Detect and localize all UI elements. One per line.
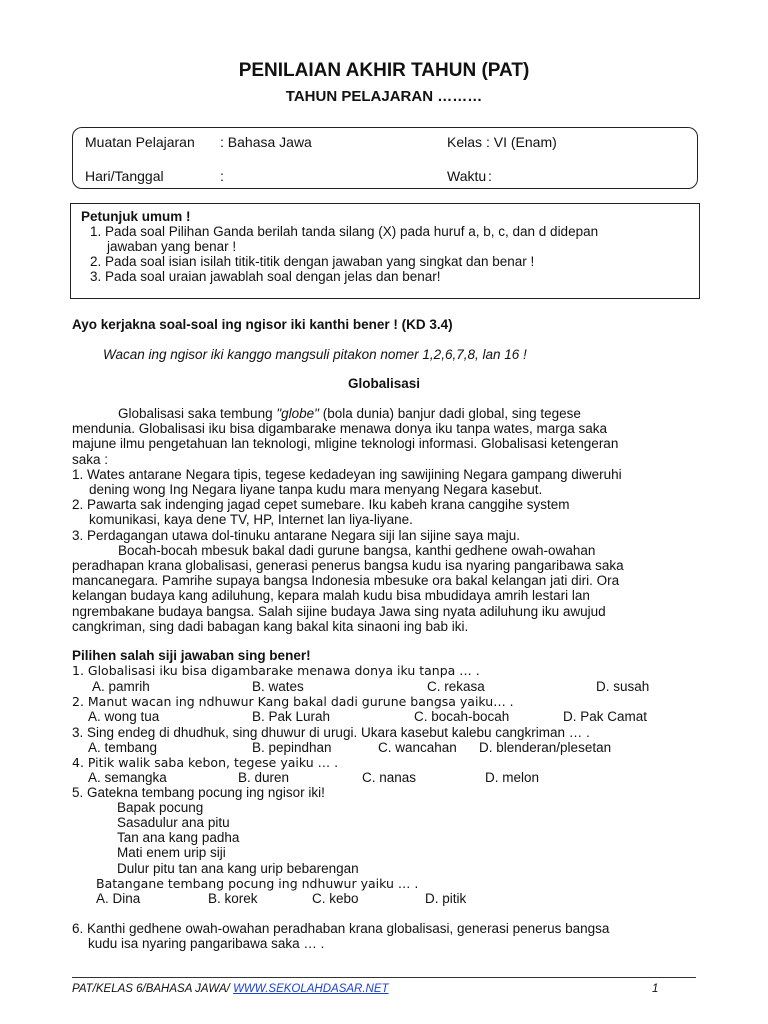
wacan-note: Wacan ing ngisor iki kanggo mangsuli pitakon nomer 1,2,6,7,8, lan 16 ! bbox=[103, 347, 527, 362]
exam-info-box bbox=[72, 127, 698, 189]
p2-line-2: peradhapan krana globalisasi, generasi penerus bangsa kudu isa nyaring pangaribawa saka bbox=[72, 558, 624, 574]
page-title: PENILAIAN AKHIR TAHUN (PAT) bbox=[238, 60, 530, 81]
reading-title: Globalisasi bbox=[347, 376, 421, 391]
time-value: : bbox=[488, 168, 492, 184]
p2-line-1: Bocah-bocah mbesuk bakal dadi gurune bangsa, kanthi gedhene owah-owahan bbox=[118, 542, 596, 558]
q4-option-d: D. melon bbox=[485, 770, 540, 785]
list-item-2-cont: komunikasi, kaya dene TV, HP, Internet lan liya-liyane. bbox=[89, 512, 413, 528]
poem-line-1: Bapak pocung bbox=[117, 800, 204, 815]
question-5-ask: Batangane tembang pocung ing ndhuwur yaiku … . bbox=[96, 876, 419, 891]
poem-line-5: Dulur pitu tan ana kang urip bebarengan bbox=[117, 861, 359, 876]
class-value: : VI (Enam) bbox=[486, 134, 557, 150]
list-item-3: 3. Perdagangan utawa dol-tinuku antarane Negara siji lan sijine saya maju. bbox=[72, 527, 521, 543]
list-item-2: 2. Pawarta sak indenging jagad cepet sumebare. Iku kabeh krana canggihe system bbox=[72, 497, 570, 513]
school-year: TAHUN PELAJARAN ……… bbox=[285, 88, 483, 105]
subject-label: Muatan Pelajaran bbox=[85, 134, 195, 150]
p1-pre: Globalisasi saka tembung bbox=[118, 406, 277, 421]
q5-option-d: D. pitik bbox=[425, 891, 467, 906]
q1-option-d: D. susah bbox=[596, 679, 650, 694]
q2-option-a: A. wong tua bbox=[88, 709, 160, 724]
q4-option-c: C. nanas bbox=[362, 770, 417, 785]
q2-option-c: C. bocah-bocah bbox=[414, 709, 510, 724]
poem-line-2: Sasadulur ana pitu bbox=[117, 815, 230, 830]
p2-line-6: cangkriman, sing dadi babagan kang bakal kita sinaoni ing bab iki. bbox=[72, 618, 469, 634]
q1-option-b: B. wates bbox=[252, 679, 304, 694]
time-label: Waktu bbox=[447, 168, 487, 184]
q1-option-c: C. rekasa bbox=[427, 679, 485, 694]
question-1: 1. Globalisasi iku bisa digambarake menawa donya iku tanpa … . bbox=[72, 663, 480, 678]
q1-option-a: A. pamrih bbox=[92, 679, 150, 694]
p1-post: (bola dunia) banjur dadi global, sing tegese bbox=[318, 406, 581, 421]
p1-line-4: saka : bbox=[72, 451, 109, 467]
q3-option-a: A. tembang bbox=[88, 740, 158, 755]
poem-line-4: Mati enem urip siji bbox=[117, 845, 226, 860]
q5-option-b: B. korek bbox=[208, 891, 258, 906]
instruction-item-3: 3. Pada soal uraian jawablah soal dengan jelas dan benar! bbox=[90, 269, 441, 284]
question-2: 2. Manut wacan ing ndhuwur Kang bakal dadi gurune bangsa yaiku… . bbox=[72, 694, 514, 709]
q2-option-b: B. Pak Lurah bbox=[252, 709, 331, 724]
section-heading: Ayo kerjakna soal-soal ing ngisor iki kanthi bener ! (KD 3.4) bbox=[72, 317, 453, 332]
page-number: 1 bbox=[652, 983, 659, 995]
q3-option-c: C. wancahan bbox=[378, 740, 457, 755]
q3-option-b: B. pepindhan bbox=[252, 740, 332, 755]
instruction-item-2: 2. Pada soal isian isilah titik-titik dengan jawaban yang singkat dan benar ! bbox=[90, 254, 535, 269]
q3-option-d: D. blenderan/plesetan bbox=[479, 740, 612, 755]
date-label: Hari/Tanggal bbox=[85, 168, 164, 184]
q5-option-c: C. kebo bbox=[312, 891, 359, 906]
class-label: Kelas bbox=[447, 134, 483, 150]
questions-heading: Pilihen salah siji jawaban sing bener! bbox=[72, 648, 311, 663]
footer-label: PAT/KELAS 6/BAHASA JAWA/ bbox=[72, 983, 234, 995]
question-4: 4. Pitik walik saba kebon, tegese yaiku … . bbox=[72, 755, 339, 770]
instruction-item-1-cont: jawaban yang benar ! bbox=[107, 239, 237, 254]
date-value: : bbox=[220, 168, 224, 184]
instructions-heading: Petunjuk umum ! bbox=[81, 209, 191, 224]
p2-line-3: mancanegara. Pamrihe supaya bangsa Indonesia mbesuke ora bakal kelangan jati diri. Ora bbox=[72, 573, 620, 589]
subject-value: : Bahasa Jawa bbox=[220, 134, 312, 150]
question-6-cont: kudu isa nyaring pangaribawa saka … . bbox=[88, 936, 325, 951]
q5-option-a: A. Dina bbox=[96, 891, 141, 906]
question-5: 5. Gatekna tembang pocung ing ngisor iki! bbox=[72, 785, 325, 800]
p2-line-4: kelangan budaya kang adiluhung, kepara malah kudu bisa mbudidaya amrih lestari lan bbox=[72, 588, 590, 604]
list-item-1: 1. Wates antarane Negara tipis, tegese kedadeyan ing sawijining Negara gampang diweruhi bbox=[72, 466, 622, 482]
q4-option-a: A. semangka bbox=[88, 770, 167, 785]
question-3: 3. Sing endeg di dhudhuk, sing dhuwur di urugi. Ukara kasebut kalebu cangkriman … . bbox=[72, 725, 590, 740]
question-6: 6. Kanthi gedhene owah-owahan peradhaban krana globalisasi, generasi penerus bangsa bbox=[72, 921, 610, 936]
list-item-1-cont: dening wong Ing Negara liyane tanpa kudu mara menyang Negara kasebut. bbox=[89, 482, 543, 498]
footer-link[interactable]: WWW.SEKOLAHDASAR.NET bbox=[233, 983, 389, 995]
q2-option-d: D. Pak Camat bbox=[563, 709, 648, 724]
reading-passage bbox=[72, 406, 692, 634]
footer-text bbox=[72, 983, 389, 995]
general-instructions-box bbox=[70, 203, 700, 299]
p1-line-3: majune ilmu pengetahuan lan teknologi, mligine teknologi informasi. Globalisasi ketengeran bbox=[72, 436, 619, 452]
q4-option-b: B. duren bbox=[238, 770, 290, 785]
p1-line-2: mendunia. Globalisasi iku bisa digambarake menawa donya iku tanpa wates, marga saka bbox=[72, 421, 608, 437]
p2-line-5: ngrembakane budaya bangsa. Salah sijine budaya Jawa sing nyata adiluhung iku awujud bbox=[72, 603, 606, 619]
footer-divider bbox=[72, 977, 696, 978]
instruction-item-1: 1. Pada soal Pilihan Ganda berilah tanda silang (X) pada huruf a, b, c, dan d didepan bbox=[90, 224, 599, 239]
poem-line-3: Tan ana kang padha bbox=[117, 830, 240, 845]
p1-globe: "globe" bbox=[276, 406, 319, 421]
